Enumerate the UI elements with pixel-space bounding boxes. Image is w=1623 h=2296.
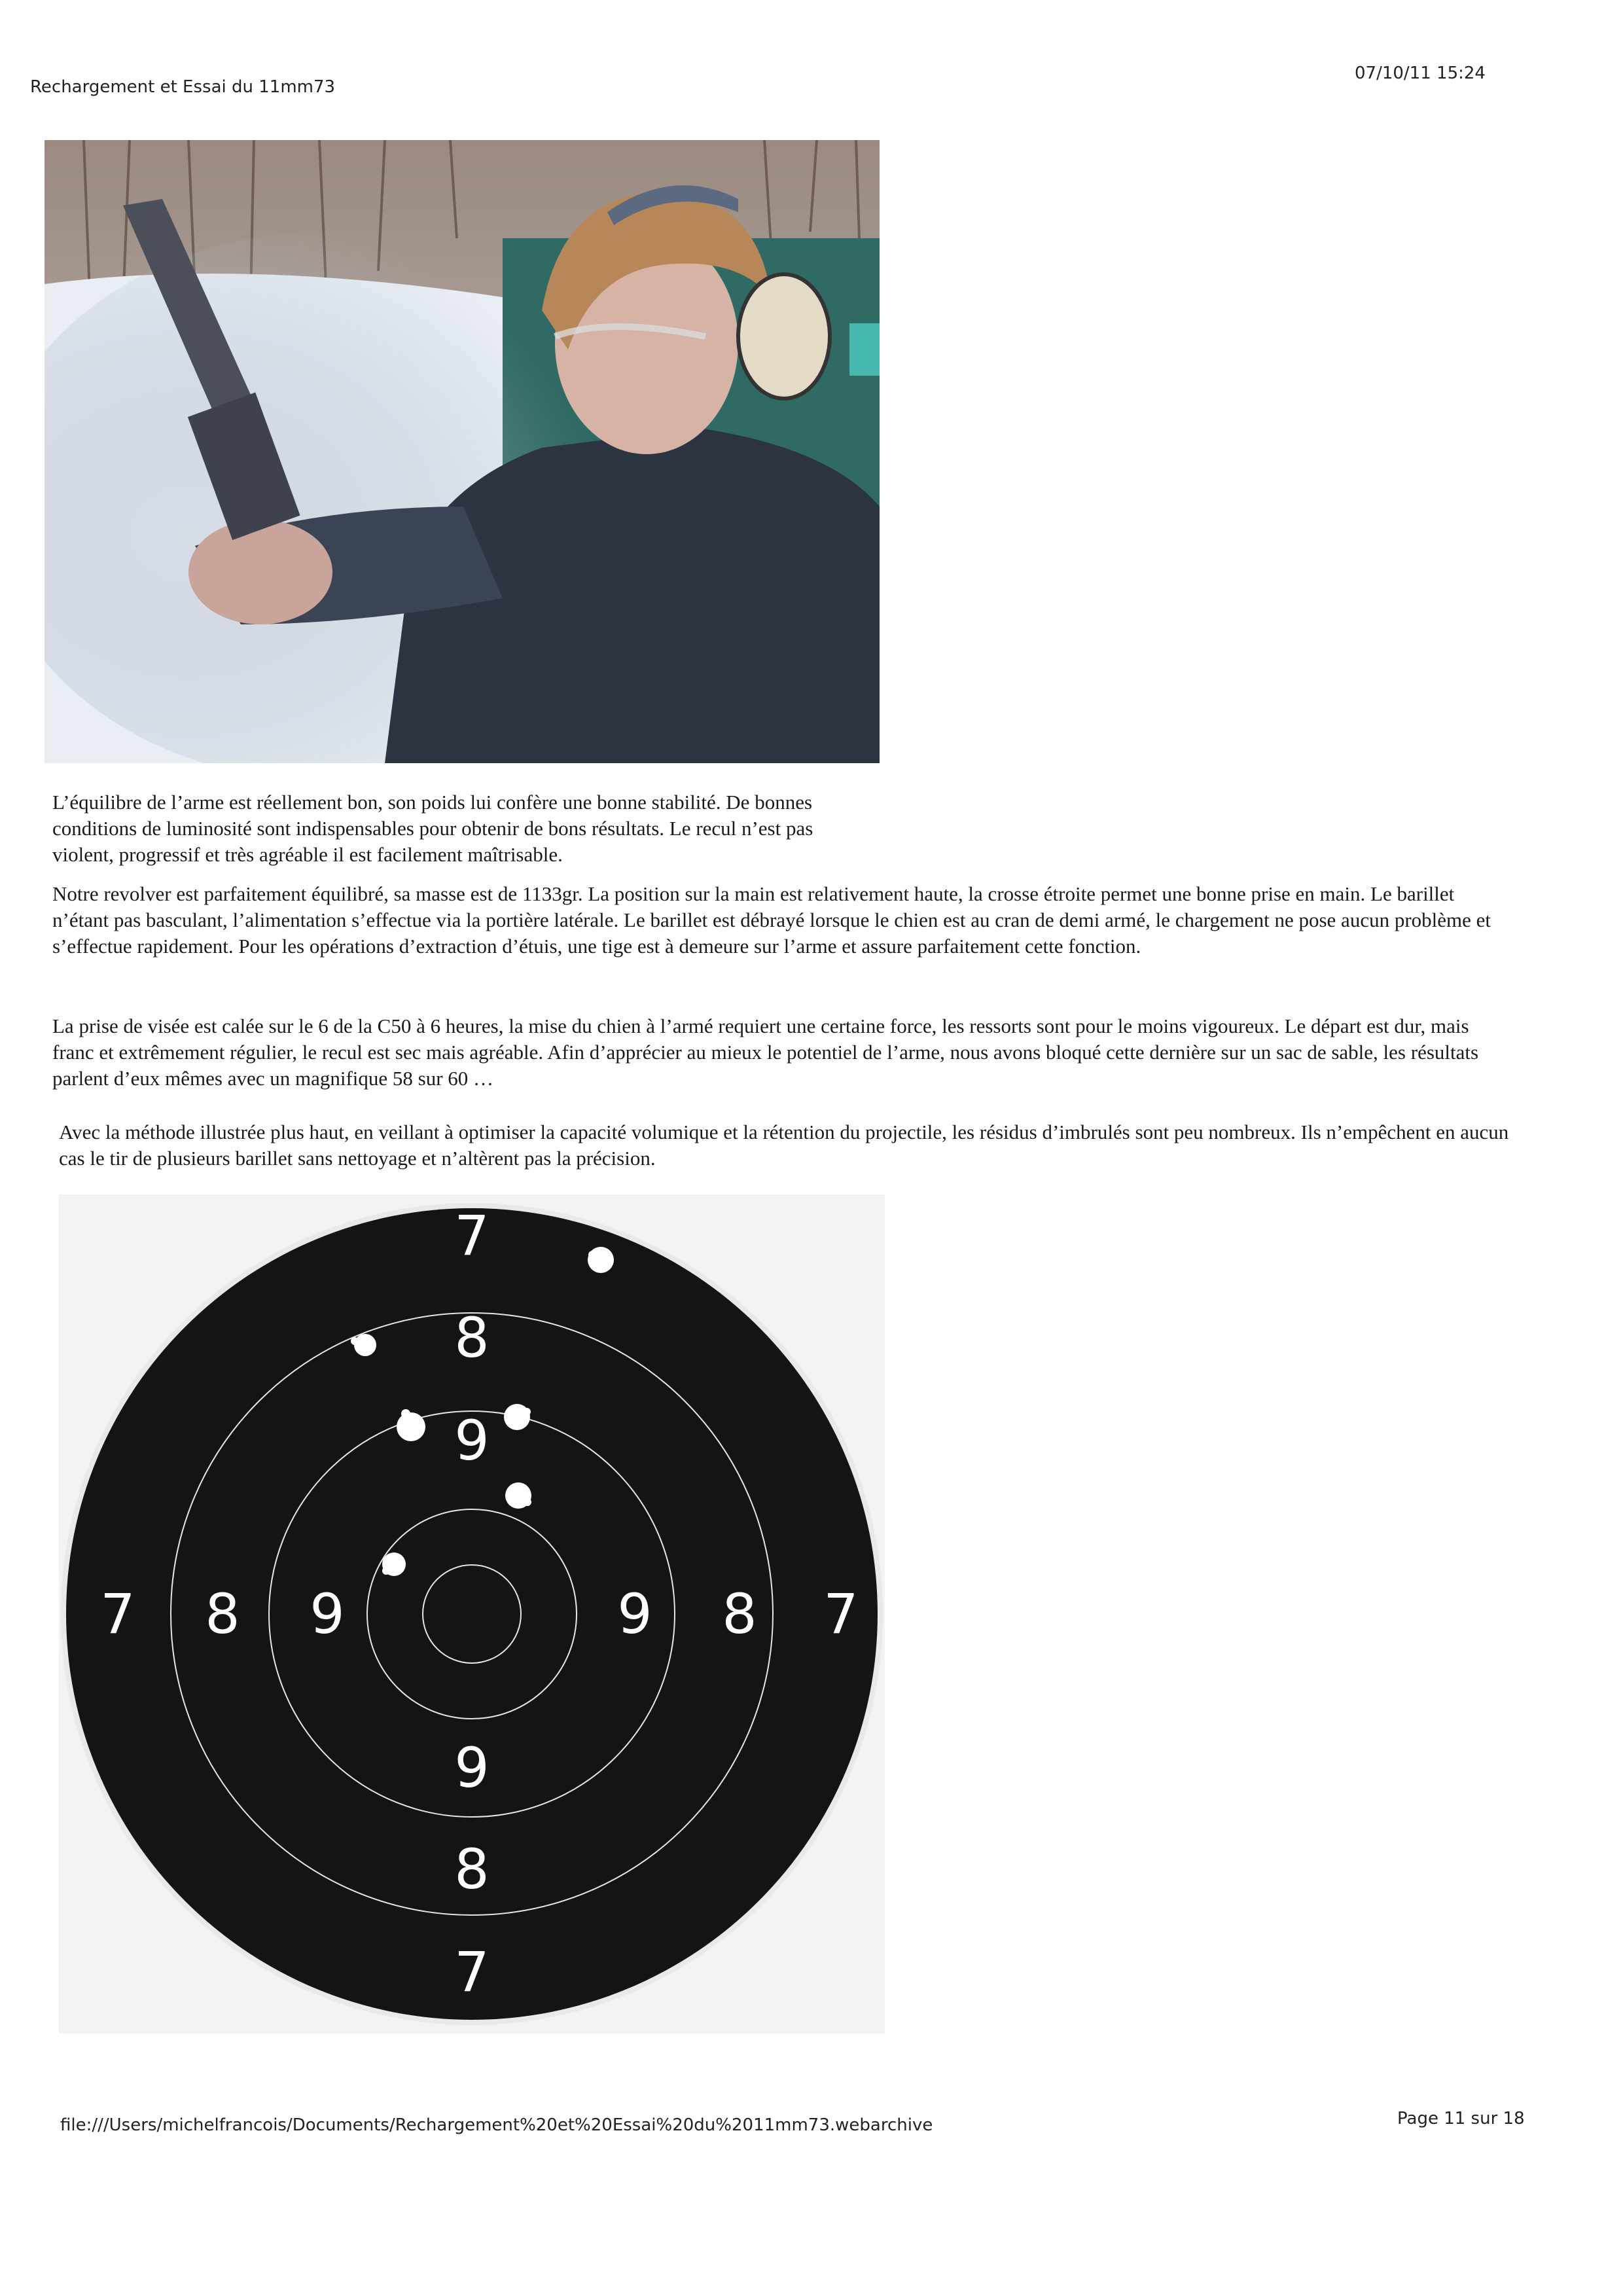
target-label-right-8: 8 xyxy=(722,1582,757,1646)
target-label-top-8: 8 xyxy=(454,1306,490,1370)
target-label-bottom-7: 7 xyxy=(454,1940,490,2004)
page-header-datetime: 07/10/11 15:24 xyxy=(1355,63,1486,83)
footer-url: file:///Users/michelfrancois/Documents/Rechargement%20et%20Essai%20du%2011mm73.webarchive xyxy=(60,2115,933,2135)
paragraph-sighting: La prise de visée est calée sur le 6 de la C50 à 6 heures, la mise du chien à l’armé requiert une certaine force, les ressorts sont pour le moins vigoureux. Le départ est dur, mais franc et extrêmement régulier, le recul est sec mais agréable. Afin d’apprécier au mieux le potentiel de l’arme, nous avons bloqué cette dernière sur un sac de sable, les résultats parlent d’eux mêmes avec un magnifique 58 sur 60 … xyxy=(52,1014,1479,1090)
target-label-top-9: 9 xyxy=(454,1408,490,1473)
shooting-target xyxy=(59,1194,885,2034)
target-label-right-7: 7 xyxy=(823,1582,859,1646)
bullet-hole xyxy=(588,1247,614,1273)
paragraph-balance: L’équilibre de l’arme est réellement bon, son poids lui confère une bonne stabilité. De bonnes conditions de luminosité sont indispensables pour obtenir de bons résultats. Le recul n’est pas violent, progressif et très agréable il est facilement maîtrisable. xyxy=(52,791,813,866)
paragraph-revolver: Notre revolver est parfaitement équilibré, sa masse est de 1133gr. La position sur la main est relativement haute, la crosse étroite permet une bonne prise en main. Le barillet n’étant pas basculant, l’alimentation s’effectue via la portière latérale. Le barillet est débrayé lorsque le chien est au cran de demi armé, le chargement ne pose aucun problème et s’effectue rapidement. Pour les opérations d’extraction d’étuis, une tige est à demeure sur l’arme et assure parfaitement cette fonction. xyxy=(52,882,1491,958)
bullet-hole xyxy=(382,1552,406,1576)
bullet-hole xyxy=(505,1482,531,1509)
target-label-bottom-9: 9 xyxy=(454,1736,490,1800)
page-header-title: Rechargement et Essai du 11mm73 xyxy=(30,77,336,97)
target-label-left-7: 7 xyxy=(100,1582,135,1646)
target-label-bottom-8: 8 xyxy=(454,1837,490,1901)
target-label-left-9: 9 xyxy=(310,1582,345,1646)
footer-page-number: Page 11 sur 18 xyxy=(1397,2109,1525,2128)
paragraph-residue: Avec la méthode illustrée plus haut, en veillant à optimiser la capacité volumique et la rétention du projectile, les résidus d’imbrulés sont peu nombreux. Ils n’empêchent en aucun cas le tir de plusieurs barillet sans nettoyage et n’altèrent pas la précision. xyxy=(59,1121,1509,1170)
target-label-left-8: 8 xyxy=(205,1582,240,1646)
shooter-photo xyxy=(45,140,880,763)
target-label-right-9: 9 xyxy=(617,1582,652,1646)
target-label-top-7: 7 xyxy=(454,1204,490,1268)
